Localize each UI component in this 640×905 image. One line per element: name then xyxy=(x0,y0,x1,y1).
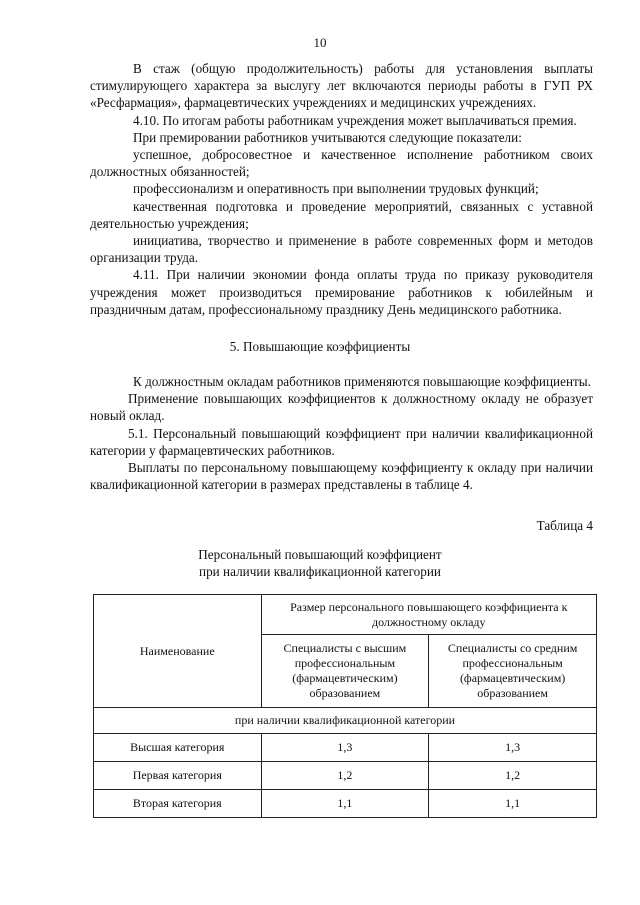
table-subheader: при наличии квалификационной категории xyxy=(94,708,597,734)
paragraph-4-10: 4.10. По итогам работы работникам учреждения может выплачиваться премия. xyxy=(133,112,577,128)
table-cell-higher: 1,2 xyxy=(261,762,429,790)
table-title-line-1: Персональный повышающий коэффициент xyxy=(198,547,442,562)
table-title-line-2: при наличии квалификационной категории xyxy=(199,564,441,579)
document-body xyxy=(90,60,593,318)
paragraph-payments: Выплаты по персональному повышающему коэффициенту к окладу при наличии квалификационной категории в размерах представлены в таблице 4. xyxy=(90,460,593,493)
table-cell-name: Высшая категория xyxy=(94,734,262,762)
paragraph-4-11: 4.11. При наличии экономии фонда оплаты труда по приказу руководителя учреждения может производиться премирование работников к юбилейным и праздничным датам, профессиональному празднику День медицинского работника. xyxy=(90,267,593,317)
paragraph-indicator-2: профессионализм и оперативность при выполнении трудовых функций; xyxy=(133,181,539,197)
table-cell-higher: 1,1 xyxy=(261,790,429,818)
table-cell-name: Первая категория xyxy=(94,762,262,790)
section-body xyxy=(90,373,593,493)
paragraph-indicators-intro: При премировании работников учитываются следующие показатели: xyxy=(133,129,522,145)
paragraph-5-1: 5.1. Персональный повышающий коэффициент при наличии квалификационной категории у фармацевтических работников. xyxy=(90,425,593,458)
table-cell-secondary: 1,1 xyxy=(429,790,597,818)
coefficient-table xyxy=(93,594,597,818)
table-header-group: Размер персонального повышающего коэффициента к должностному окладу xyxy=(261,595,596,635)
table-caption: Таблица 4 xyxy=(536,518,593,533)
section-heading: 5. Повышающие коэффициенты xyxy=(229,339,411,354)
table-row xyxy=(94,790,597,818)
page-number: 10 xyxy=(313,35,327,50)
table-cell-name: Вторая категория xyxy=(94,790,262,818)
paragraph-seniority: В стаж (общую продолжительность) работы для установления выплаты стимулирующего характера за выслугу лет включаются периоды работы в ГУП РХ «Ресфармация», фармацевтических учреждениях и медицинских учреждениях. xyxy=(90,61,593,111)
paragraph-coefficients: К должностным окладам работников применяются повышающие коэффициенты. xyxy=(133,374,591,389)
paragraph-indicator-4: инициатива, творчество и применение в работе современных форм и методов организации труда. xyxy=(90,233,593,266)
table-row xyxy=(94,734,597,762)
table-header-secondary: Специалисты со средним профессиональным (фармацевтическим) образованием xyxy=(429,635,597,708)
table-row xyxy=(94,762,597,790)
paragraph-indicator-1: успешное, добросовестное и качественное исполнение работником своих должностных обязанностей; xyxy=(90,147,593,180)
table-cell-secondary: 1,2 xyxy=(429,762,597,790)
paragraph-indicator-3: качественная подготовка и проведение мероприятий, связанных с уставной деятельностью учреждения; xyxy=(90,198,593,231)
table-title xyxy=(0,546,640,580)
table-cell-higher: 1,3 xyxy=(261,734,429,762)
table-header-name: Наименование xyxy=(94,595,262,708)
paragraph-new-salary: Применение повышающих коэффициентов к должностному окладу не образует новый оклад. xyxy=(90,391,593,424)
table-header-higher: Специалисты с высшим профессиональным (фармацевтическим) образованием xyxy=(261,635,429,708)
table-cell-secondary: 1,3 xyxy=(429,734,597,762)
